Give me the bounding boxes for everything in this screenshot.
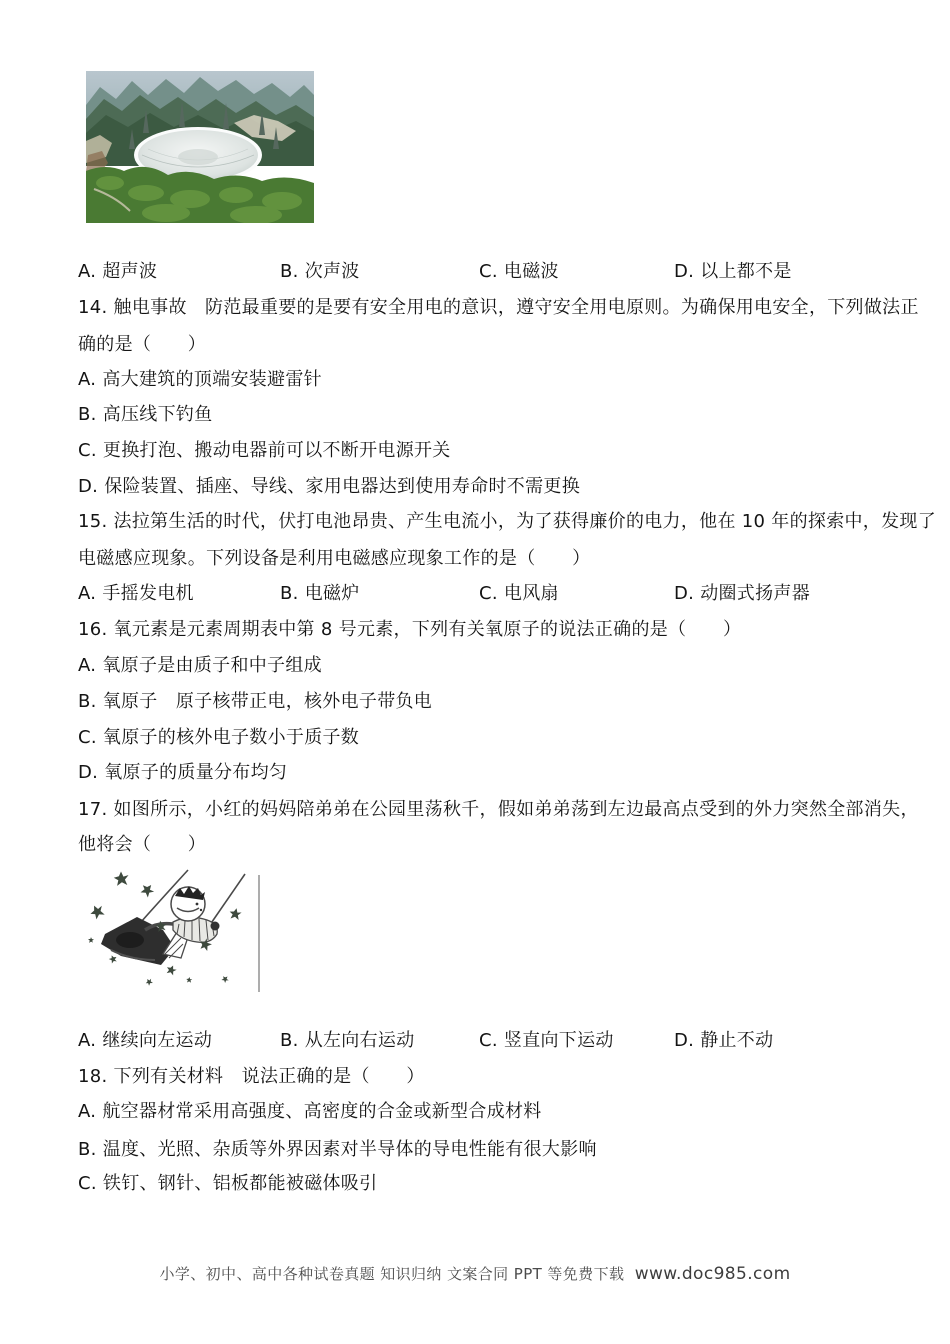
q14-stem-line-1: 14. 触电事故 防范最重要的是要有安全用电的意识，遵守安全用电原则。为确保用电安全，下列做法正 — [78, 297, 919, 318]
fast-telescope-photo — [86, 71, 314, 223]
q13-options-row — [0, 254, 950, 290]
q18-option-a: A. 航空器材常采用高强度、高密度的合金或新型合成材料 — [78, 1101, 542, 1122]
q17-stem-line-2: 他将会（ ） — [78, 834, 207, 855]
q17-options-row — [0, 1023, 950, 1059]
footer-text: 小学、初中、高中各种试卷真题 知识归纳 文案合同 PPT 等免费下载 — [159, 1265, 635, 1283]
q16-option-c: C. 氧原子的核外电子数小于质子数 — [78, 727, 360, 748]
q14-option-c: C. 更换打泡、搬动电器前可以不断开电源开关 — [78, 440, 451, 461]
q14-stem-line-2: 确的是（ ） — [78, 334, 207, 355]
q16-stem: 16. 氧元素是元素周期表中第 8 号元素，下列有关氧原子的说法正确的是（ ） — [78, 619, 742, 640]
q16-option-b: B. 氧原子 原子核带正电，核外电子带负电 — [78, 691, 433, 712]
q16-option-d: D. 氧原子的质量分布均匀 — [78, 762, 288, 783]
q15-stem-line-2: 电磁感应现象。下列设备是利用电磁感应现象工作的是（ ） — [78, 548, 591, 569]
footer-watermark — [0, 1263, 950, 1284]
q15-options-row — [0, 576, 950, 612]
swing-cartoon-image — [85, 868, 262, 1000]
q18-option-c: C. 铁钉、钢针、铝板都能被磁体吸引 — [78, 1173, 378, 1194]
q15-option-b: B. 电磁炉 — [280, 583, 360, 604]
q15-stem-line-1: 15. 法拉第生活的时代，伏打电池昂贵、产生电流小，为了获得廉价的电力，他在 10 年的探索中，发现了 — [78, 511, 936, 532]
q13-option-d: D. 以上都不是 — [674, 261, 792, 282]
q18-stem: 18. 下列有关材料 说法正确的是（ ） — [78, 1066, 425, 1087]
q14-option-d: D. 保险装置、插座、导线、家用电器达到使用寿命时不需更换 — [78, 476, 581, 497]
q14-option-a: A. 高大建筑的顶端安装避雷针 — [78, 369, 322, 390]
q17-option-c: C. 竖直向下运动 — [479, 1030, 614, 1051]
q17-option-a: A. 继续向左运动 — [78, 1030, 213, 1051]
footer-url: www.doc985.com — [634, 1264, 791, 1284]
q15-option-d: D. 动圈式扬声器 — [674, 583, 811, 604]
q15-option-c: C. 电风扇 — [479, 583, 559, 604]
q13-option-c: C. 电磁波 — [479, 261, 559, 282]
q17-option-b: B. 从左向右运动 — [280, 1030, 415, 1051]
q18-option-b: B. 温度、光照、杂质等外界因素对半导体的导电性能有很大影响 — [78, 1139, 597, 1160]
q13-option-a: A. 超声波 — [78, 261, 158, 282]
q14-option-b: B. 高压线下钓鱼 — [78, 404, 213, 425]
q13-option-b: B. 次声波 — [280, 261, 360, 282]
q15-option-a: A. 手摇发电机 — [78, 583, 194, 604]
q16-option-a: A. 氧原子是由质子和中子组成 — [78, 655, 322, 676]
q17-stem-line-1: 17. 如图所示，小红的妈妈陪弟弟在公园里荡秋千，假如弟弟荡到左边最高点受到的外力突然全部消失， — [78, 799, 919, 820]
q17-option-d: D. 静止不动 — [674, 1030, 774, 1051]
